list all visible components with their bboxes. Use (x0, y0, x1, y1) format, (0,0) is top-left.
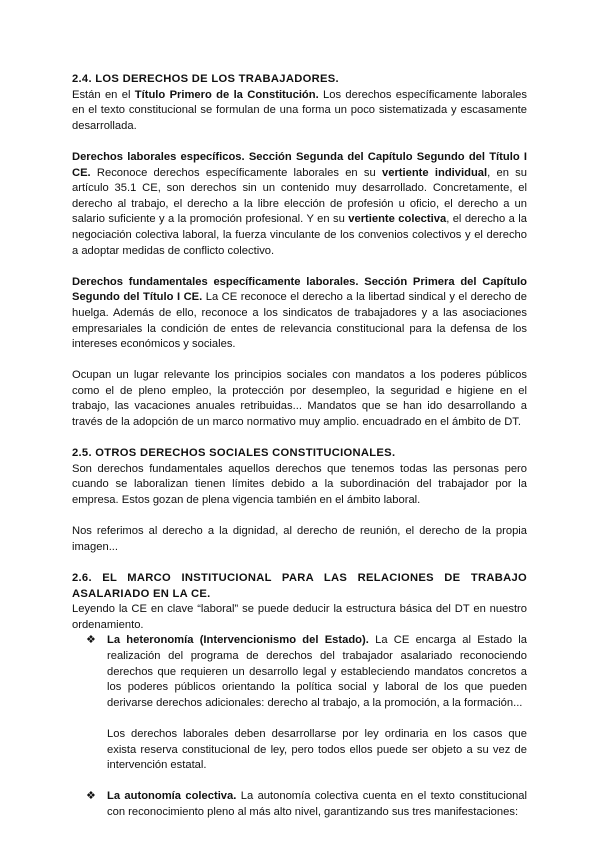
list-item (72, 789, 527, 820)
spacer (72, 431, 527, 447)
text-run: Reconoce derechos específicamente laborales en su (90, 166, 382, 179)
spacer (72, 509, 527, 525)
text-run: , el derecho a la negociación colectiva laboral, la fuerza vinculante de los convenios colectivos y el derecho a adoptar medidas de conflicto colectivo. (72, 213, 528, 257)
spacer (72, 134, 527, 150)
section-2-6-intro: Leyendo la CE en clave “laboral” se puede deducir la estructura básica del DT en nuestro ordenamiento. (72, 603, 527, 631)
bold-run: Título Primero de la Constitución. (134, 88, 319, 101)
list-item-text (107, 789, 527, 820)
section-2-5-paragraph-1: Son derechos fundamentales aquellos derechos que tenemos todas las personas pero cuando se laboralizan tienen límites debido a la subordinación del trabajador por la empresa. Estos gozan de plena vigencia también en el ámbito laboral. (72, 462, 527, 507)
spacer (72, 353, 527, 369)
section-2-4-paragraph-1 (72, 88, 527, 135)
text-run: La CE encarga al Estado la realización del programa de derechos del trabajador asalariado reconociendo derechos que requieren un desarrollo legal y estableciendo mandatos concretos a los poderes públicos orientando la política social y laboral de los que pueden derivarse derechos adicionales: derecho al trabajo, a la promoción, a la formación... (107, 634, 527, 709)
spacer (72, 259, 527, 275)
spacer (107, 711, 527, 727)
section-2-6-heading: 2.6. EL MARCO INSTITUCIONAL PARA LAS RELACIONES DE TRABAJO ASALARIADO EN LA CE. (72, 572, 527, 600)
list-item-text (107, 633, 527, 711)
text-run: , en su artículo 35.1 CE, son derechos sin un contenido muy desarrollado. Concretamente, el derecho al trabajo, el derecho a la libre elección de profesión u oficio, el derecho a un salario suficiente y a la promoción profesional. Y en su (72, 166, 527, 226)
list-item (72, 633, 527, 789)
spacer (72, 555, 527, 571)
section-2-4-paragraph-4: Ocupan un lugar relevante los principios sociales con mandatos a los poderes públicos como el de pleno empleo, la protección por desempleo, la seguridad e higiene en el trabajo, las vacaciones anuales retribuidas... Mandatos que se han ido desarrollando a través de la adopción de un marco normativo muy amplio. encuadrado en el ámbito de DT. (72, 369, 527, 429)
section-2-4-paragraph-3 (72, 275, 527, 353)
bold-run: Derechos laborales específicos. Sección Segunda del Capítulo Segundo del Título I CE. (72, 150, 527, 179)
section-2-4-heading: 2.4. LOS DERECHOS DE LOS TRABAJADORES. (72, 73, 339, 85)
section-2-5-paragraph-2: Nos referimos al derecho a la dignidad, al derecho de reunión, el derecho de la propia imagen... (72, 525, 527, 553)
section-2-4-paragraph-2 (72, 150, 527, 259)
bold-run: Derechos fundamentales específicamente laborales. Sección Primera del Capítulo Segundo del Título I CE. (72, 275, 527, 304)
diamond-bullet-icon: ❖ (86, 634, 96, 647)
text-run: La autonomía colectiva cuenta en el texto constitucional con reconocimiento pleno al más alto nivel, garantizando sus tres manifestaciones: (107, 790, 527, 818)
text-run: La CE reconoce el derecho a la libertad sindical y el derecho de huelga. Además de ello, reconoce a los sindicatos de trabajadores y a las asociaciones empresariales la condición de entes de relevancia constitucional para la defensa de los intereses económicos y sociales. (72, 291, 527, 351)
section-2-5-heading: 2.5. OTROS DERECHOS SOCIALES CONSTITUCIONALES. (72, 447, 396, 460)
bold-run: La heteronomía (Intervencionismo del Estado). (107, 634, 369, 647)
bold-run: vertiente colectiva (348, 213, 447, 226)
diamond-bullet-icon: ❖ (86, 790, 96, 803)
bold-run: vertiente individual (382, 166, 488, 179)
bold-run: La autonomía colectiva. (107, 790, 237, 803)
text-run: Los derechos específicamente laborales en el texto constitucional se formulan de una forma un poco sistematizada y escasamente desarrollada. (72, 88, 527, 132)
section-2-6-list (72, 633, 527, 820)
list-item-paragraph: Los derechos laborales deben desarrollarse por ley ordinaria en los casos que exista reserva constitucional de ley, pero todos ellos puede ser objeto a su vez de intervención estatal. (107, 727, 527, 772)
text-run: Están en el (72, 88, 135, 101)
document-page (72, 72, 527, 821)
spacer (107, 774, 527, 790)
